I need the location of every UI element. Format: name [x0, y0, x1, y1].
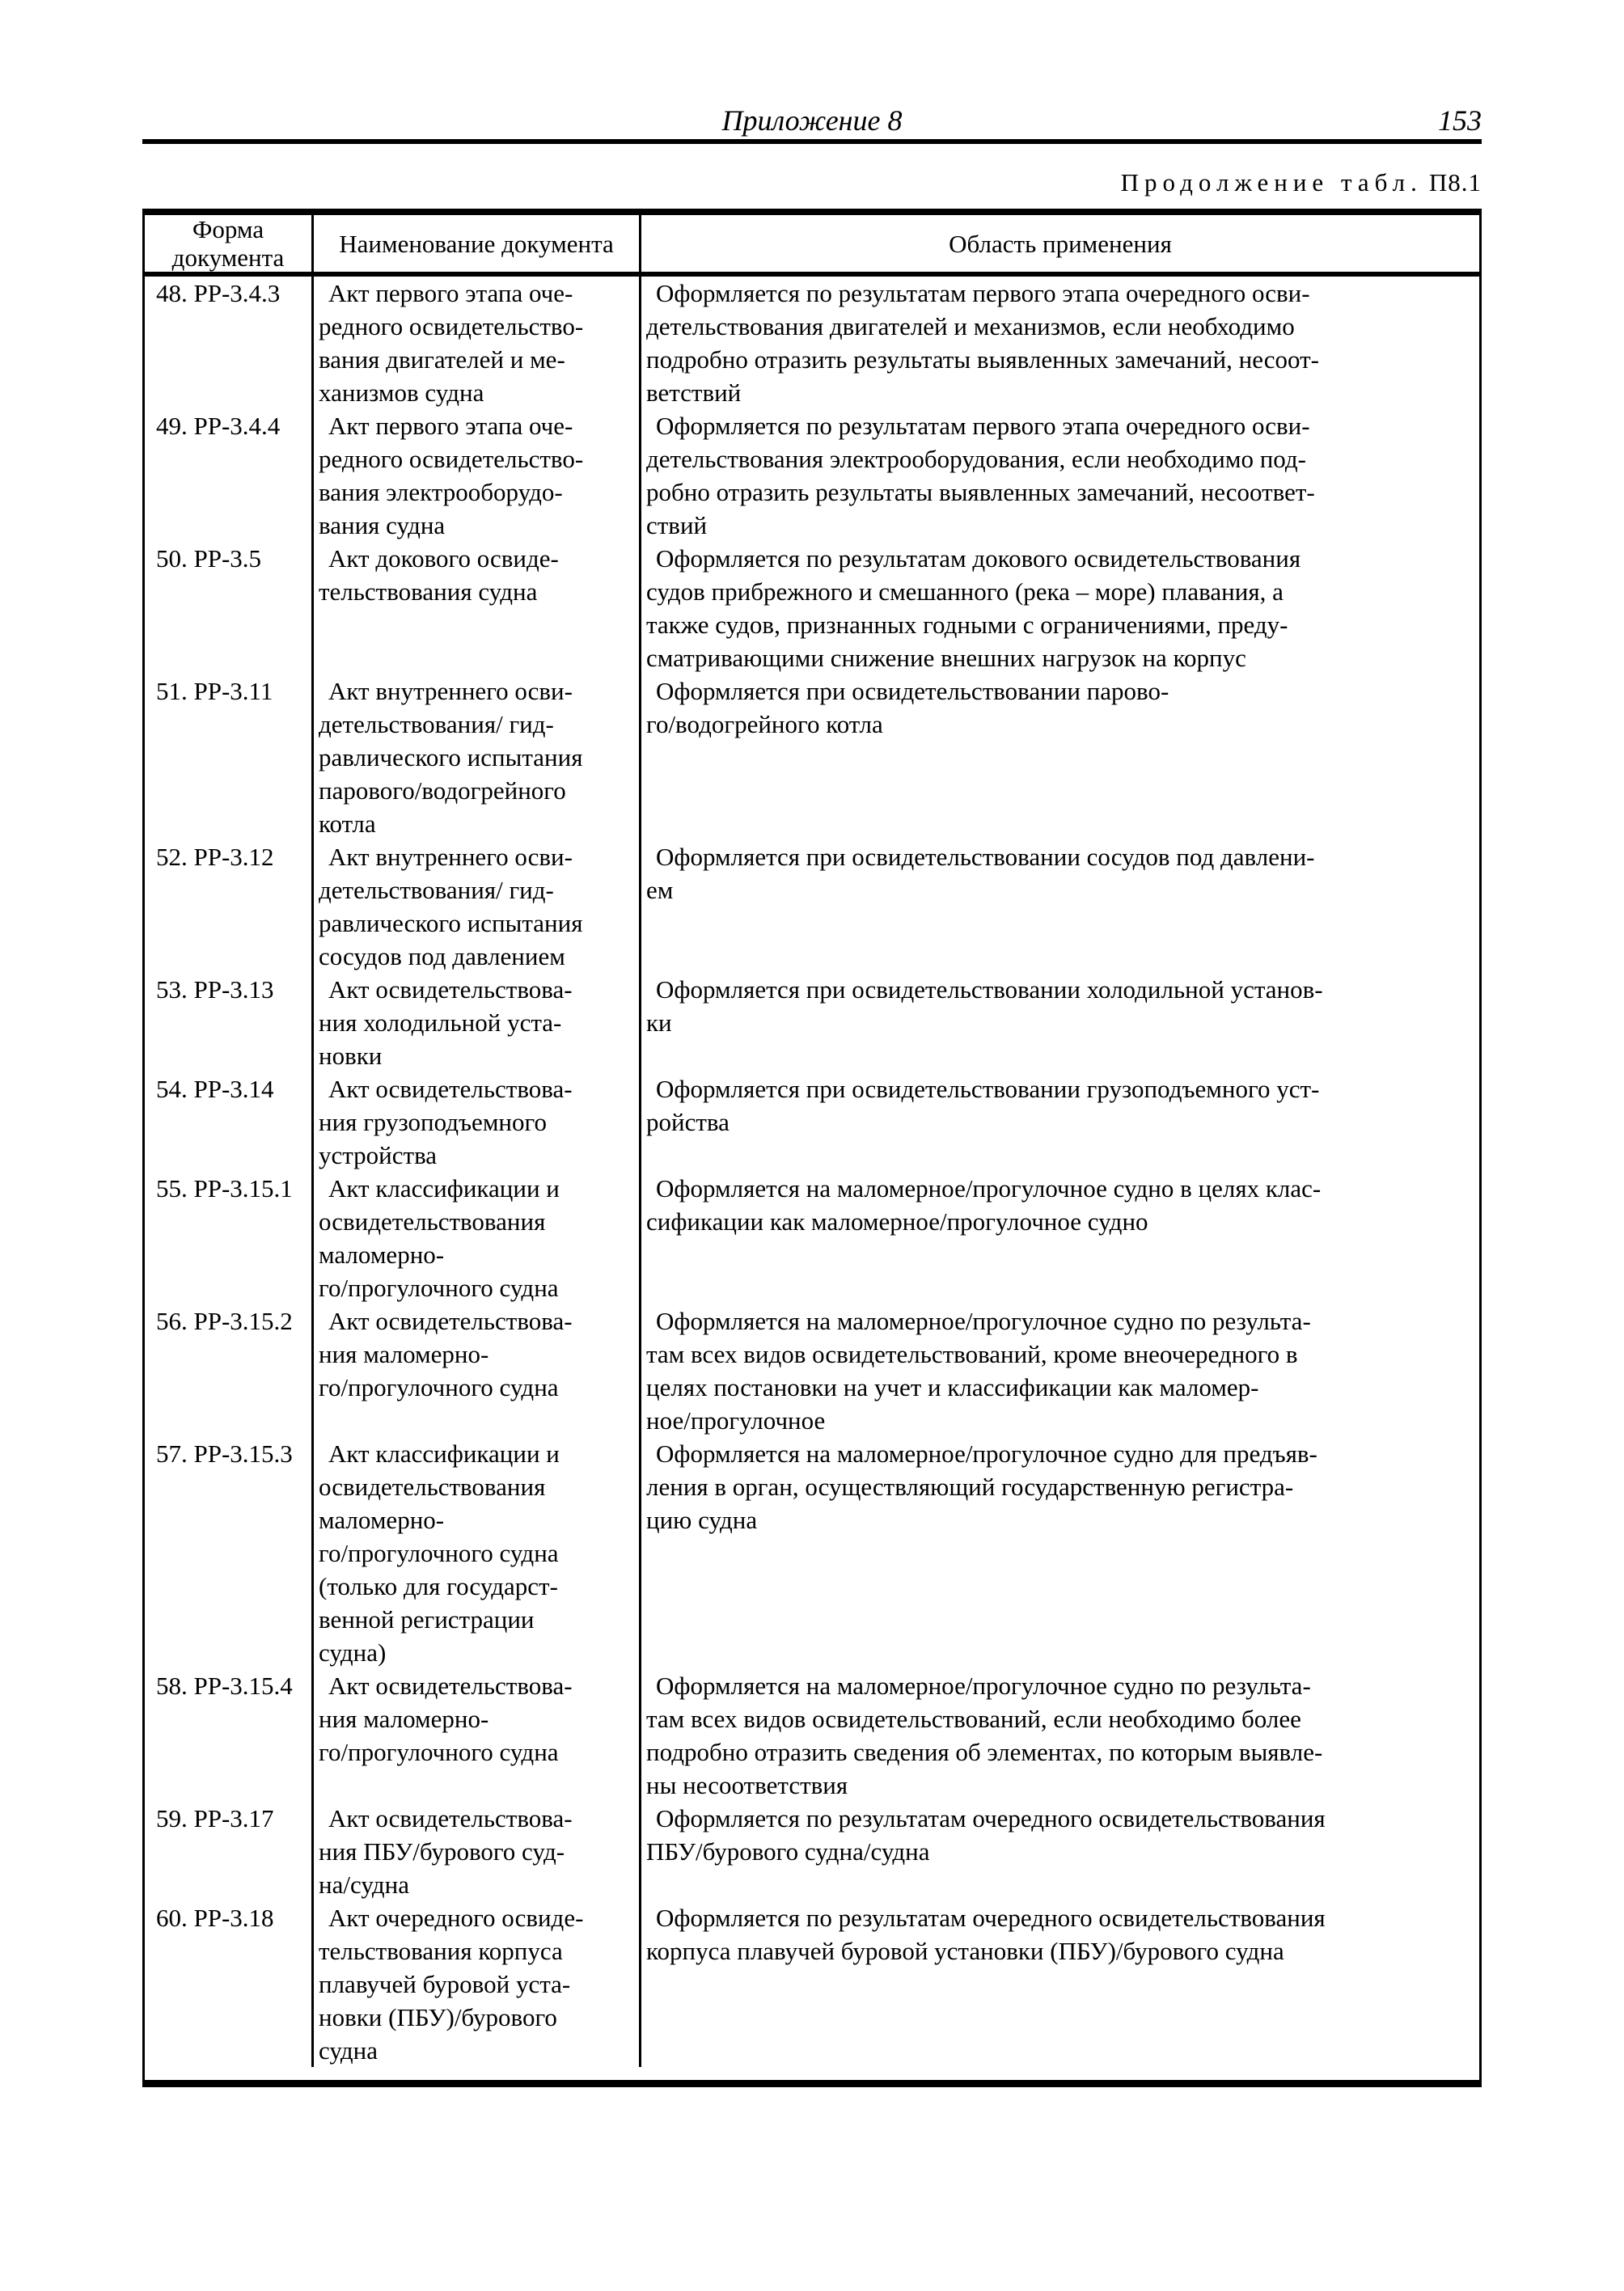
text-line: Оформляется по результатам первого этапа очередного осви-: [656, 412, 1310, 440]
scope-cell: [641, 1901, 1479, 2067]
text-line: на/судна: [319, 1870, 409, 1899]
table-row: [145, 1304, 1479, 1437]
name-cell: [314, 1669, 641, 1802]
text-line: цию судна: [646, 1506, 758, 1534]
name-cell: [314, 542, 641, 674]
text-line: го/прогулочного судна: [319, 1738, 559, 1766]
scope-cell: [641, 840, 1479, 973]
text-line: ления в орган, осуществляющий государственную регистра-: [646, 1473, 1294, 1501]
text-line: 54. РР-3.14: [156, 1075, 274, 1103]
scope-cell: [641, 1072, 1479, 1172]
form-cell: [145, 1669, 314, 1802]
text-line: новки (ПБУ)/бурового: [319, 2003, 557, 2031]
text-line: Оформляется по результатам очередного освидетельствования: [656, 1904, 1326, 1932]
text-line: 56. РР-3.15.2: [156, 1307, 293, 1335]
text-line: ПБУ/бурового судна/судна: [646, 1837, 930, 1866]
text-line: Оформляется при освидетельствовании сосудов под давлени-: [656, 843, 1315, 871]
scope-cell: [641, 1437, 1479, 1669]
text-line: Акт первого этапа оче-: [328, 412, 573, 440]
text-line: го/прогулочного судна: [319, 1539, 559, 1567]
text-line: Акт очередного освиде-: [328, 1904, 584, 1932]
text-line: Акт освидетельствова-: [328, 975, 573, 1004]
text-line: Оформляется на маломерное/прогулочное судно по результа-: [656, 1672, 1311, 1700]
text-line: вания двигателей и ме-: [319, 345, 565, 374]
text-line: детельствования электрооборудования, если необходимо под-: [646, 445, 1307, 473]
form-cell: [145, 1072, 314, 1172]
text-line: венной регистрации: [319, 1605, 535, 1634]
form-cell: [145, 1172, 314, 1304]
text-line: освидетельствования: [319, 1207, 546, 1236]
text-line: ния маломерно-: [319, 1340, 489, 1368]
text-line: 51. РР-3.11: [156, 677, 273, 705]
column-header-scope: Область применения: [949, 229, 1172, 258]
table-body: [145, 277, 1479, 2080]
scope-cell: [641, 1304, 1479, 1437]
text-line: там всех видов освидетельствований, кроме внеочередного в: [646, 1340, 1298, 1368]
form-cell: [145, 1901, 314, 2067]
text-line: редного освидетельство-: [319, 445, 584, 473]
text-line: Акт классификации и: [328, 1174, 560, 1203]
text-line: освидетельствования: [319, 1473, 546, 1501]
text-line: Оформляется по результатам первого этапа очередного осви-: [656, 279, 1310, 307]
header-rule: [142, 139, 1482, 144]
form-cell: [145, 973, 314, 1072]
text-line: там всех видов освидетельствований, если необходимо более: [646, 1705, 1301, 1733]
form-cell: [145, 277, 314, 409]
page-title: Приложение 8: [721, 104, 903, 137]
table-row: [145, 1901, 1479, 2067]
name-cell: [314, 1072, 641, 1172]
column-header-form: Форма документа: [145, 215, 314, 272]
text-line: тельствования судна: [319, 577, 538, 606]
text-line: маломерно-: [319, 1506, 445, 1534]
text-line: го/прогулочного судна: [319, 1373, 559, 1401]
form-cell: [145, 1304, 314, 1437]
form-cell: [145, 542, 314, 674]
text-line: новки: [319, 1042, 383, 1070]
text-line: Оформляется по результатам докового освидетельствования: [656, 544, 1301, 573]
text-line: ния холодильной уста-: [319, 1008, 562, 1037]
text-line: Оформляется при освидетельствовании парово-: [656, 677, 1169, 705]
text-line: сматривающими снижение внешних нагрузок на корпус: [646, 644, 1246, 672]
scope-cell: [641, 1172, 1479, 1304]
text-line: редного освидетельство-: [319, 312, 584, 340]
text-line: корпуса плавучей буровой установки (ПБУ)/бурового судна: [646, 1937, 1284, 1965]
column-header-name: Наименование документа: [314, 215, 641, 272]
text-line: судна: [319, 2036, 379, 2065]
text-line: Акт освидетельствова-: [328, 1075, 573, 1103]
name-cell: [314, 1172, 641, 1304]
text-line: 49. РР-3.4.4: [156, 412, 281, 440]
text-line: 53. РР-3.13: [156, 975, 274, 1004]
text-line: вания электрооборудо-: [319, 478, 563, 506]
text-line: ем: [646, 876, 674, 904]
table-row: [145, 840, 1479, 973]
scope-cell: [641, 542, 1479, 674]
scope-cell: [641, 973, 1479, 1072]
text-line: вания судна: [319, 511, 446, 539]
form-cell: [145, 674, 314, 840]
table-row: [145, 1437, 1479, 1669]
text-line: Оформляется по результатам очередного освидетельствования: [656, 1804, 1326, 1832]
name-cell: [314, 277, 641, 409]
text-line: детельствования/ гид-: [319, 710, 554, 738]
text-line: Оформляется при освидетельствовании холодильной установ-: [656, 975, 1323, 1004]
text-line: ветствий: [646, 378, 742, 407]
name-cell: [314, 1802, 641, 1901]
text-line: котла: [319, 809, 376, 838]
text-line: 60. РР-3.18: [156, 1904, 274, 1932]
text-line: судна): [319, 1638, 387, 1667]
table-header-row: [145, 215, 1479, 277]
table-row: [145, 409, 1479, 542]
table-row: [145, 1072, 1479, 1172]
name-cell: [314, 1901, 641, 2067]
name-cell: [314, 1304, 641, 1437]
text-line: детельствования/ гид-: [319, 876, 554, 904]
text-line: устройства: [319, 1141, 438, 1169]
text-line: равлического испытания: [319, 909, 583, 937]
text-line: равлического испытания: [319, 743, 583, 771]
form-cell: [145, 840, 314, 973]
text-line: Акт первого этапа оче-: [328, 279, 573, 307]
text-line: ны несоответствия: [646, 1771, 848, 1799]
text-line: ния маломерно-: [319, 1705, 489, 1733]
scope-cell: [641, 1802, 1479, 1901]
text-line: тельствования корпуса: [319, 1937, 563, 1965]
text-line: целях постановки на учет и классификации как маломер-: [646, 1373, 1259, 1401]
text-line: 58. РР-3.15.4: [156, 1672, 293, 1700]
text-line: ное/прогулочное: [646, 1406, 826, 1435]
text-line: 48. РР-3.4.3: [156, 279, 281, 307]
doc-table: [142, 209, 1482, 2087]
text-line: Акт освидетельствова-: [328, 1804, 573, 1832]
name-cell: [314, 840, 641, 973]
text-line: ройства: [646, 1108, 730, 1136]
running-head: [142, 0, 1482, 139]
text-line: подробно отразить сведения об элементах, по которым выявле-: [646, 1738, 1323, 1766]
text-line: Оформляется на маломерное/прогулочное судно для предъяв-: [656, 1439, 1317, 1468]
table-row: [145, 277, 1479, 409]
scope-cell: [641, 409, 1479, 542]
text-line: ния грузоподъемного: [319, 1108, 547, 1136]
text-line: подробно отразить результаты выявленных замечаний, несоот-: [646, 345, 1319, 374]
table-row: [145, 1172, 1479, 1304]
name-cell: [314, 973, 641, 1072]
text-line: маломерно-: [319, 1241, 445, 1269]
form-cell: [145, 1437, 314, 1669]
text-line: также судов, признанных годными с ограничениями, преду-: [646, 611, 1288, 639]
continuation-label: Продолжение табл.: [1120, 168, 1423, 197]
text-line: Акт докового освиде-: [328, 544, 559, 573]
text-line: робно отразить результаты выявленных замечаний, несоответ-: [646, 478, 1315, 506]
text-line: сосудов под давлением: [319, 942, 565, 970]
continuation-ref: П8.1: [1428, 168, 1482, 197]
scope-cell: [641, 277, 1479, 409]
text-line: парового/водогрейного: [319, 776, 566, 805]
table-row: [145, 1802, 1479, 1901]
text-line: Акт внутреннего осви-: [328, 843, 573, 871]
table-row: [145, 674, 1479, 840]
text-line: ханизмов судна: [319, 378, 484, 407]
text-line: го/прогулочного судна: [319, 1274, 559, 1302]
table-row: [145, 973, 1479, 1072]
table-row: [145, 542, 1479, 674]
text-line: Акт классификации и: [328, 1439, 560, 1468]
text-line: Акт освидетельствова-: [328, 1672, 573, 1700]
name-cell: [314, 674, 641, 840]
text-line: 59. РР-3.17: [156, 1804, 274, 1832]
scope-cell: [641, 674, 1479, 840]
text-line: сификации как маломерное/прогулочное судно: [646, 1207, 1148, 1236]
text-line: детельствования двигателей и механизмов, если необходимо: [646, 312, 1295, 340]
text-line: 55. РР-3.15.1: [156, 1174, 293, 1203]
text-line: Оформляется при освидетельствовании грузоподъемного уст-: [656, 1075, 1320, 1103]
text-line: ки: [646, 1008, 672, 1037]
text-line: плавучей буровой уста-: [319, 1970, 571, 1998]
name-cell: [314, 1437, 641, 1669]
table-continuation-caption: [142, 168, 1482, 197]
text-line: Акт освидетельствова-: [328, 1307, 573, 1335]
text-line: Оформляется на маломерное/прогулочное судно по результа-: [656, 1307, 1311, 1335]
table-row: [145, 1669, 1479, 1802]
text-line: ствий: [646, 511, 708, 539]
text-line: 50. РР-3.5: [156, 544, 262, 573]
page-content: [142, 0, 1482, 2087]
text-line: ния ПБУ/бурового суд-: [319, 1837, 565, 1866]
text-line: Оформляется на маломерное/прогулочное судно в целях клас-: [656, 1174, 1322, 1203]
text-line: Акт внутреннего осви-: [328, 677, 573, 705]
text-line: 52. РР-3.12: [156, 843, 274, 871]
form-cell: [145, 1802, 314, 1901]
name-cell: [314, 409, 641, 542]
text-line: 57. РР-3.15.3: [156, 1439, 293, 1468]
page-number: 153: [1438, 104, 1482, 137]
text-line: (только для государст-: [319, 1572, 558, 1600]
text-line: судов прибрежного и смешанного (река – море) плавания, а: [646, 577, 1284, 606]
text-line: го/водогрейного котла: [646, 710, 883, 738]
scope-cell: [641, 1669, 1479, 1802]
form-cell: [145, 409, 314, 542]
